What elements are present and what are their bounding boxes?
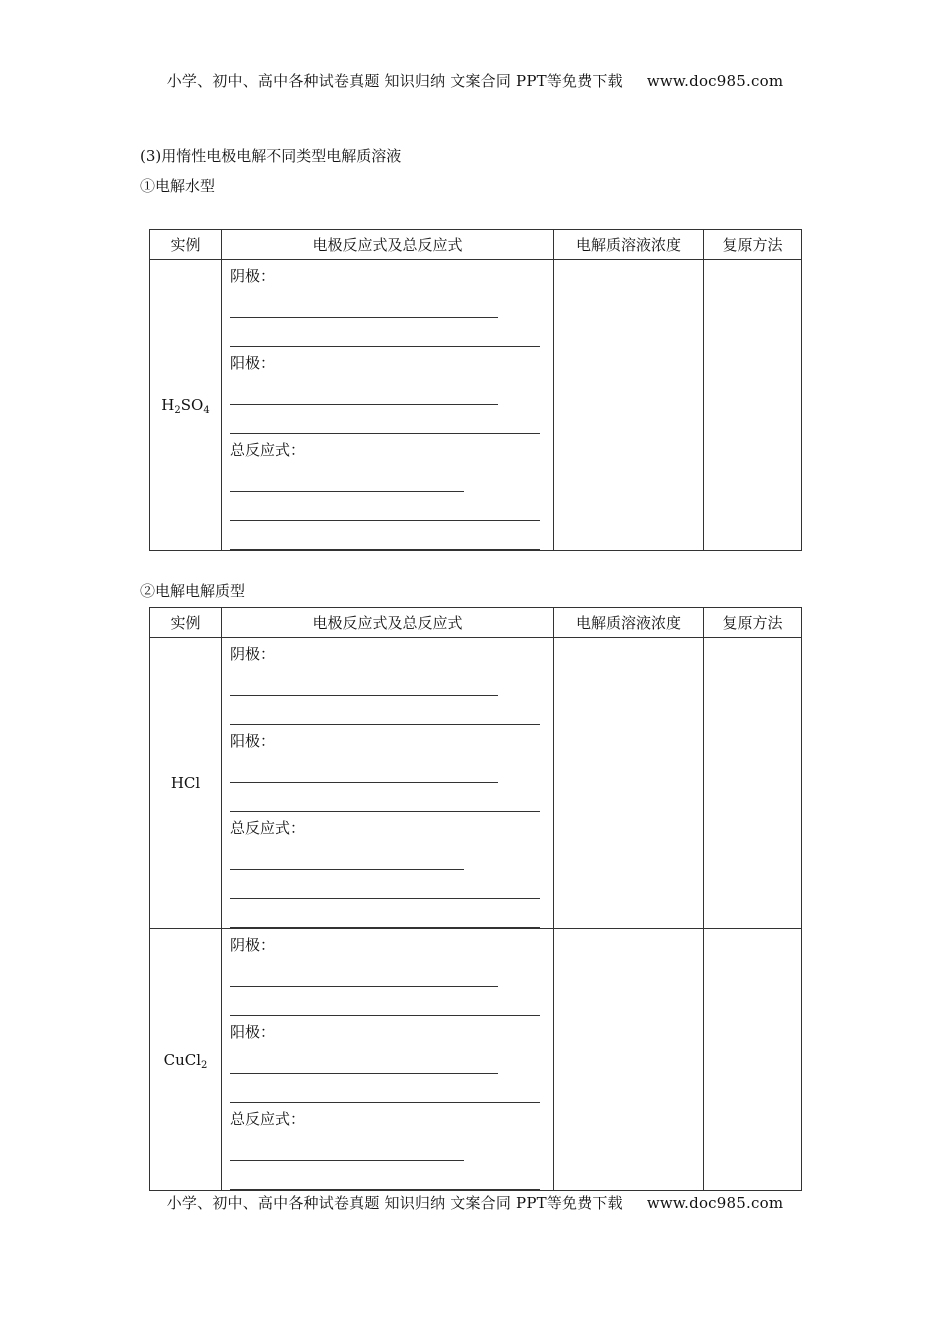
answer-blank[interactable] — [230, 987, 540, 1016]
answer-blank[interactable] — [230, 376, 498, 405]
answer-blank[interactable] — [230, 696, 540, 725]
concentration-cell[interactable] — [554, 638, 704, 929]
anode-label: 阳极： — [230, 732, 276, 750]
header-concentration: 电解质溶液浓度 — [554, 608, 704, 638]
table-electrolyte-type — [149, 607, 802, 1191]
answer-blank[interactable] — [230, 1045, 498, 1074]
answer-blank[interactable] — [230, 492, 540, 521]
answer-blank[interactable] — [230, 1074, 540, 1103]
answer-blank[interactable] — [230, 783, 540, 812]
header-restore-method: 复原方法 — [704, 230, 802, 260]
page-header — [0, 70, 950, 91]
answer-blank[interactable] — [230, 1132, 464, 1161]
anode-label: 阳极： — [230, 1023, 276, 1041]
table-row-hcl — [150, 638, 802, 929]
cathode-label: 阴极： — [230, 936, 276, 954]
footer-text: 小学、初中、高中各种试卷真题 知识归纳 文案合同 PPT等免费下载 — [166, 1194, 623, 1212]
total-reaction-label: 总反应式： — [230, 1110, 306, 1128]
cathode-label: 阴极： — [230, 645, 276, 663]
equation-cell — [222, 929, 554, 1191]
section-title: (3)用惰性电极电解不同类型电解质溶液 — [140, 147, 402, 165]
header-equations: 电极反应式及总反应式 — [222, 608, 554, 638]
table-row-h2so4 — [150, 260, 802, 551]
equation-cell — [222, 638, 554, 929]
total-reaction-label: 总反应式： — [230, 441, 306, 459]
header-sample: 实例 — [150, 230, 222, 260]
answer-blank[interactable] — [230, 521, 540, 550]
equation-cell — [222, 260, 554, 551]
table-header-row — [150, 608, 802, 638]
answer-blank[interactable] — [230, 870, 540, 899]
anode-label: 阳极： — [230, 354, 276, 372]
answer-blank[interactable] — [230, 899, 540, 928]
answer-blank[interactable] — [230, 289, 498, 318]
sample-cucl2: CuCl$_2$ — [150, 929, 222, 1191]
answer-blank[interactable] — [230, 1161, 540, 1190]
restore-method-cell[interactable] — [704, 929, 802, 1191]
answer-blank[interactable] — [230, 958, 498, 987]
restore-method-cell[interactable] — [704, 260, 802, 551]
total-reaction-label: 总反应式： — [230, 819, 306, 837]
answer-blank[interactable] — [230, 841, 464, 870]
table-row-cucl2 — [150, 929, 802, 1191]
footer-site: www.doc985.com — [646, 1194, 784, 1212]
answer-blank[interactable] — [230, 318, 540, 347]
header-sample: 实例 — [150, 608, 222, 638]
table-water-type — [149, 229, 802, 551]
cathode-label: 阴极： — [230, 267, 276, 285]
answer-blank[interactable] — [230, 463, 464, 492]
header-site: www.doc985.com — [646, 72, 784, 90]
sample-h2so4: $H_2SO_4$ — [150, 260, 222, 551]
restore-method-cell[interactable] — [704, 638, 802, 929]
header-restore-method: 复原方法 — [704, 608, 802, 638]
page-footer — [0, 1192, 950, 1213]
header-text: 小学、初中、高中各种试卷真题 知识归纳 文案合同 PPT等免费下载 — [166, 72, 623, 90]
answer-blank[interactable] — [230, 405, 540, 434]
answer-blank[interactable] — [230, 754, 498, 783]
header-concentration: 电解质溶液浓度 — [554, 230, 704, 260]
subsection-electrolyte-electrolysis: ②电解电解质型 — [140, 582, 246, 600]
answer-blank[interactable] — [230, 667, 498, 696]
subsection-water-electrolysis: ①电解水型 — [140, 177, 216, 195]
concentration-cell[interactable] — [554, 260, 704, 551]
concentration-cell[interactable] — [554, 929, 704, 1191]
header-equations: 电极反应式及总反应式 — [222, 230, 554, 260]
sample-hcl: HCl — [150, 638, 222, 929]
table-header-row — [150, 230, 802, 260]
